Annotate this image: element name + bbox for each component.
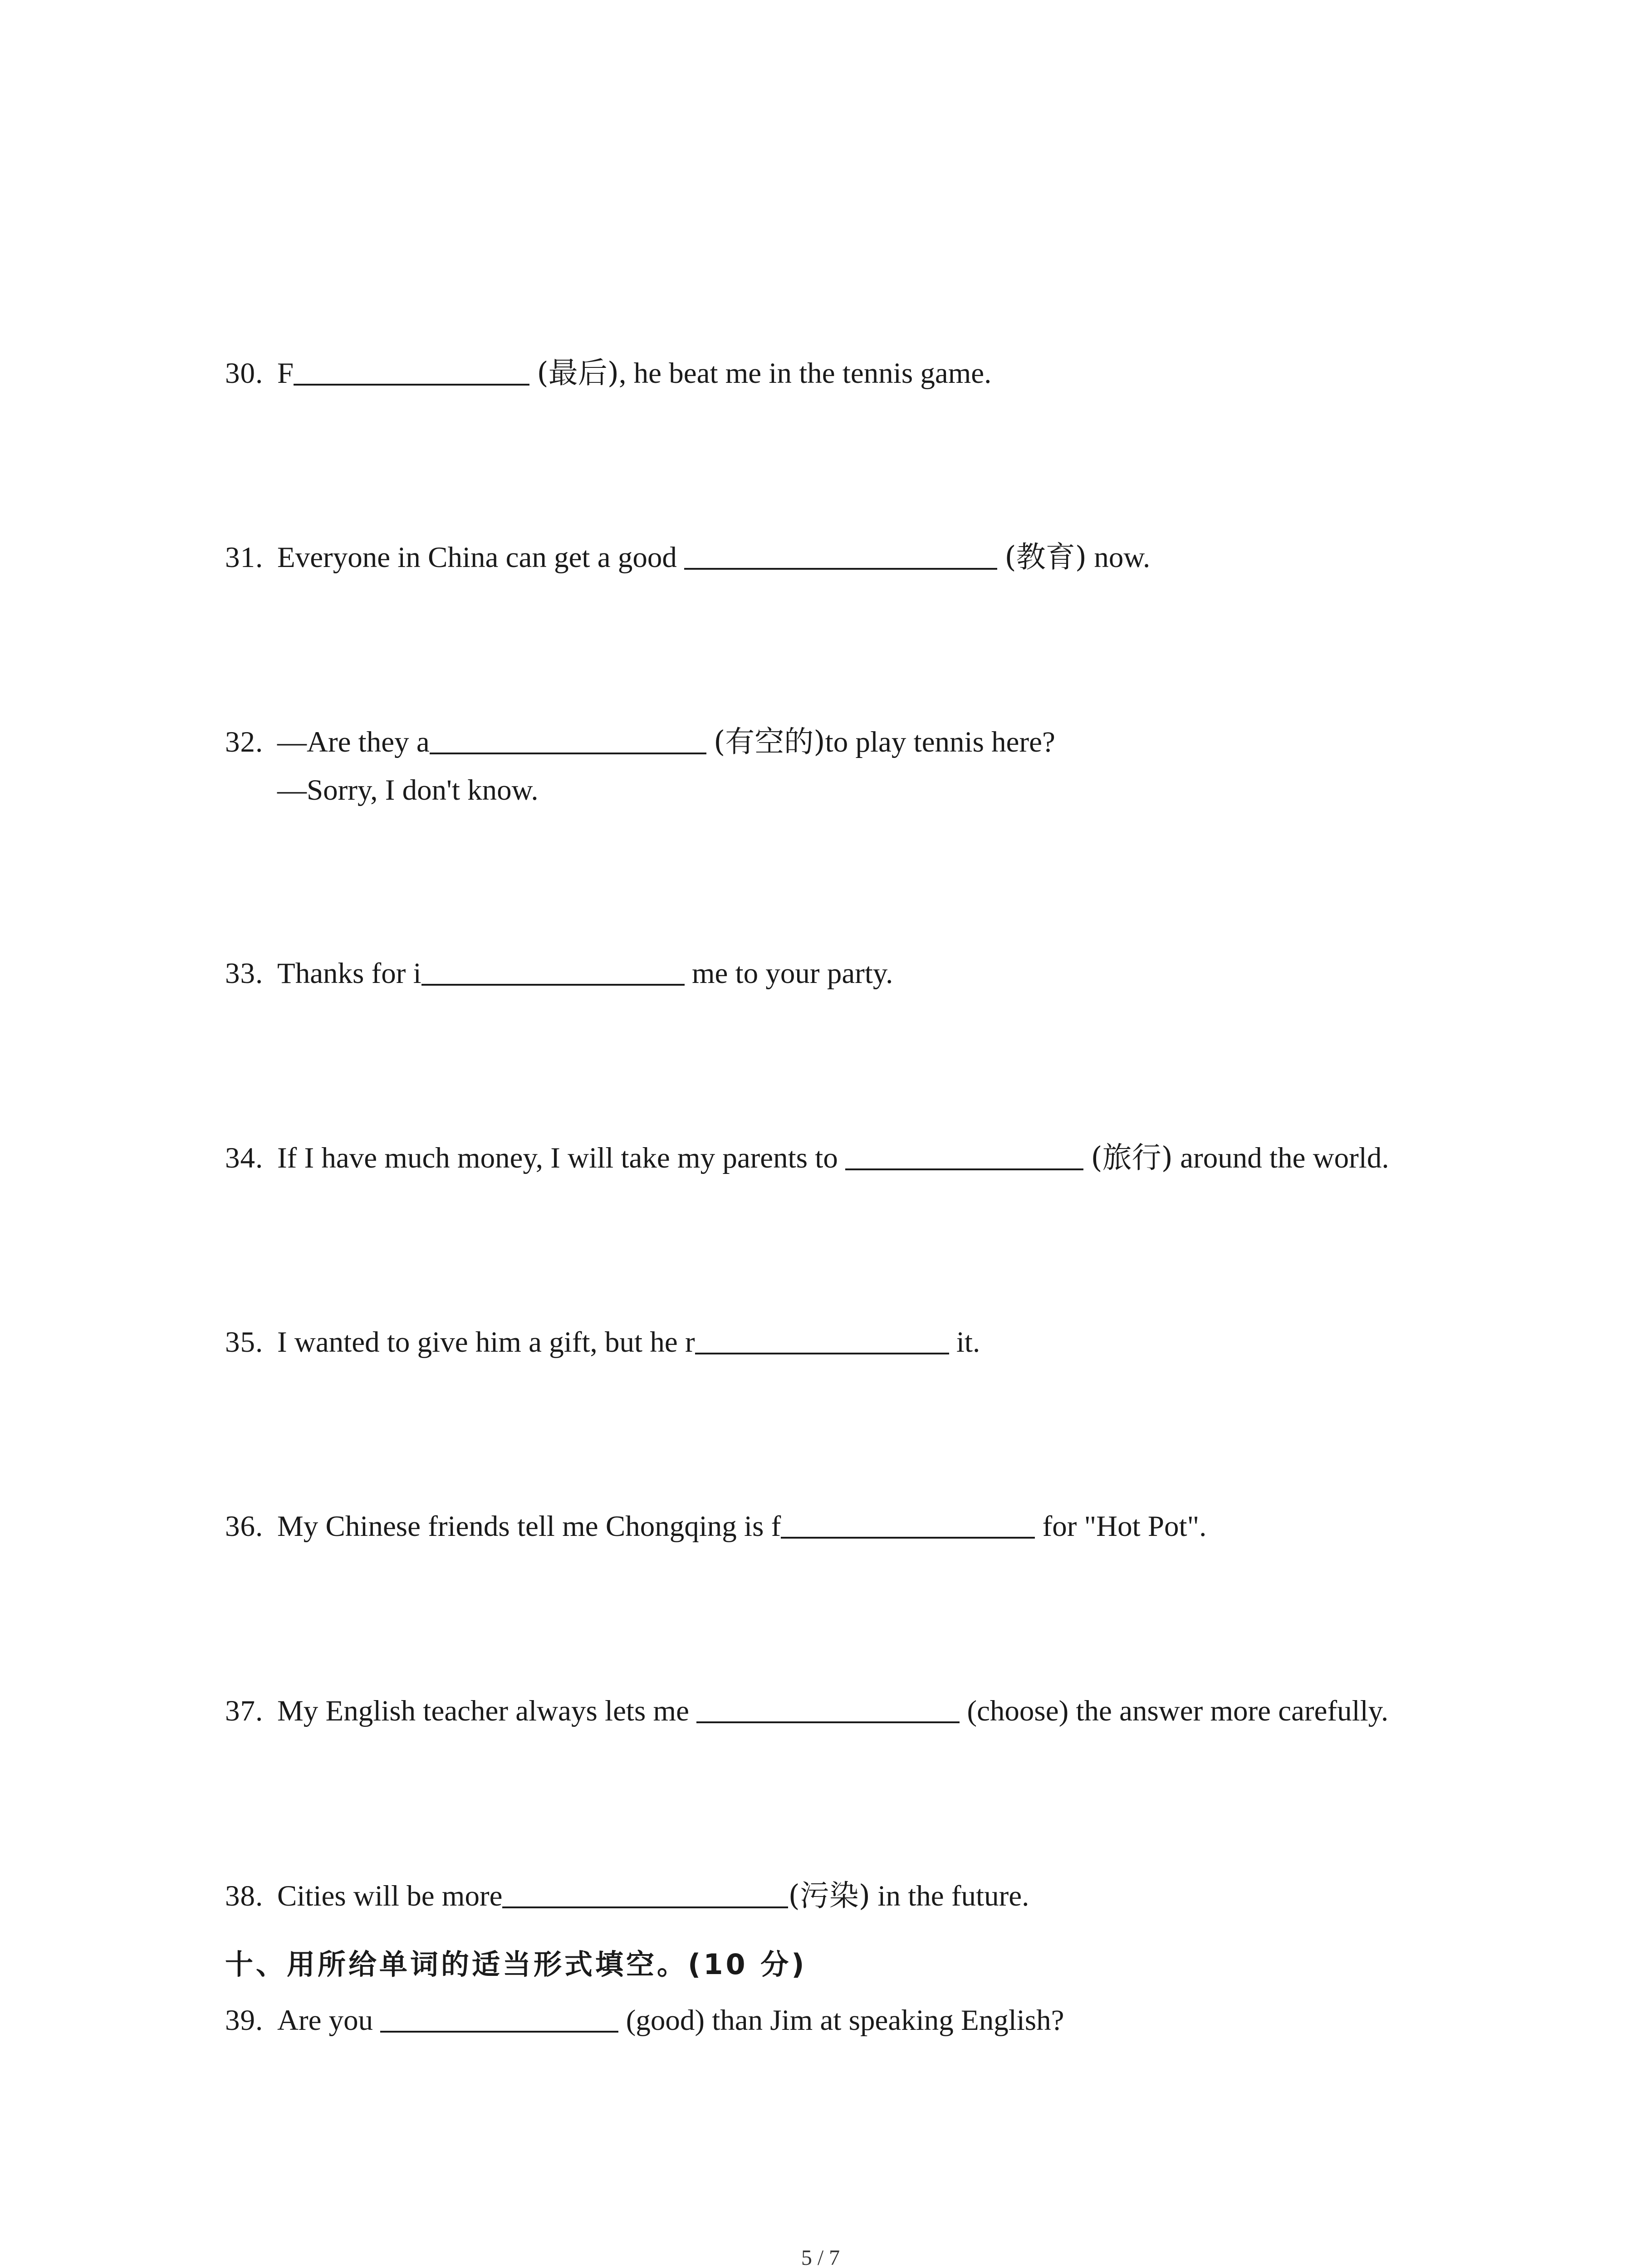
question-text: —Are they a	[277, 726, 430, 758]
question-text-end: me to your party.	[684, 957, 893, 990]
question-text-end: to play tennis here?	[825, 726, 1055, 758]
question-32-reply: —Sorry, I don't know.	[277, 774, 539, 807]
question-text: Are you	[277, 2004, 381, 2037]
question-30	[225, 358, 991, 388]
answer-blank[interactable]	[421, 960, 685, 986]
question-text: My Chinese friends tell me Chongqing is f	[277, 1510, 781, 1543]
question-34	[225, 1143, 1389, 1173]
question-text: I wanted to give him a gift, but he r	[277, 1326, 695, 1359]
question-number: 31.	[225, 541, 264, 574]
question-text-end: it.	[949, 1326, 980, 1359]
question-number: 39.	[225, 2004, 264, 2037]
question-number: 37.	[225, 1695, 264, 1727]
answer-blank[interactable]	[781, 1513, 1035, 1539]
question-33	[225, 959, 893, 988]
question-35	[225, 1328, 980, 1357]
question-text: Cities will be more	[277, 1880, 503, 1912]
answer-blank[interactable]	[845, 1145, 1083, 1170]
hint-chinese: (旅行)	[1091, 1141, 1173, 1175]
question-39	[225, 2006, 1064, 2035]
question-number: 35.	[225, 1326, 264, 1359]
answer-blank[interactable]	[380, 2007, 618, 2033]
question-text: Everyone in China can get a good	[277, 541, 685, 574]
hint-chinese: (有空的)	[713, 725, 825, 759]
question-number: 33.	[225, 957, 264, 990]
question-32	[225, 727, 1055, 757]
question-text-end: (good) than Jim at speaking English?	[618, 2004, 1064, 2037]
answer-blank[interactable]	[696, 1698, 960, 1723]
question-text-end: (choose) the answer more carefully.	[960, 1695, 1389, 1727]
answer-blank[interactable]	[502, 1883, 788, 1908]
question-number: 30.	[225, 357, 264, 390]
answer-blank[interactable]	[695, 1329, 949, 1354]
question-text: F	[277, 357, 294, 390]
question-number: 38.	[225, 1880, 264, 1912]
answer-blank[interactable]	[684, 544, 997, 570]
question-37	[225, 1696, 1388, 1726]
question-38	[225, 1881, 1029, 1911]
question-text: My English teacher always lets me	[277, 1695, 697, 1727]
question-text-end: , he beat me in the tennis game.	[619, 357, 992, 390]
question-text-end: around the world.	[1173, 1142, 1389, 1174]
question-31	[225, 540, 1151, 574]
question-text-end: in the future.	[870, 1880, 1029, 1912]
hint-chinese: (教育)	[1004, 540, 1087, 574]
question-text-end: for "Hot Pot".	[1035, 1510, 1207, 1543]
section-heading: 十、用所给单词的适当形式填空。(10 分)	[225, 1948, 807, 1981]
question-text-end: now.	[1087, 541, 1151, 574]
question-36	[225, 1512, 1206, 1541]
question-number: 32.	[225, 726, 264, 758]
question-number: 34.	[225, 1142, 264, 1174]
question-text: If I have much money, I will take my parents to	[277, 1142, 846, 1174]
page-number: 5 / 7	[801, 2246, 840, 2268]
question-number: 36.	[225, 1510, 264, 1543]
hint-chinese: (污染)	[788, 1879, 871, 1913]
hint-chinese: (最后)	[537, 356, 619, 390]
question-text: Thanks for i	[277, 957, 421, 990]
answer-blank[interactable]	[294, 360, 529, 386]
answer-blank[interactable]	[430, 729, 706, 754]
